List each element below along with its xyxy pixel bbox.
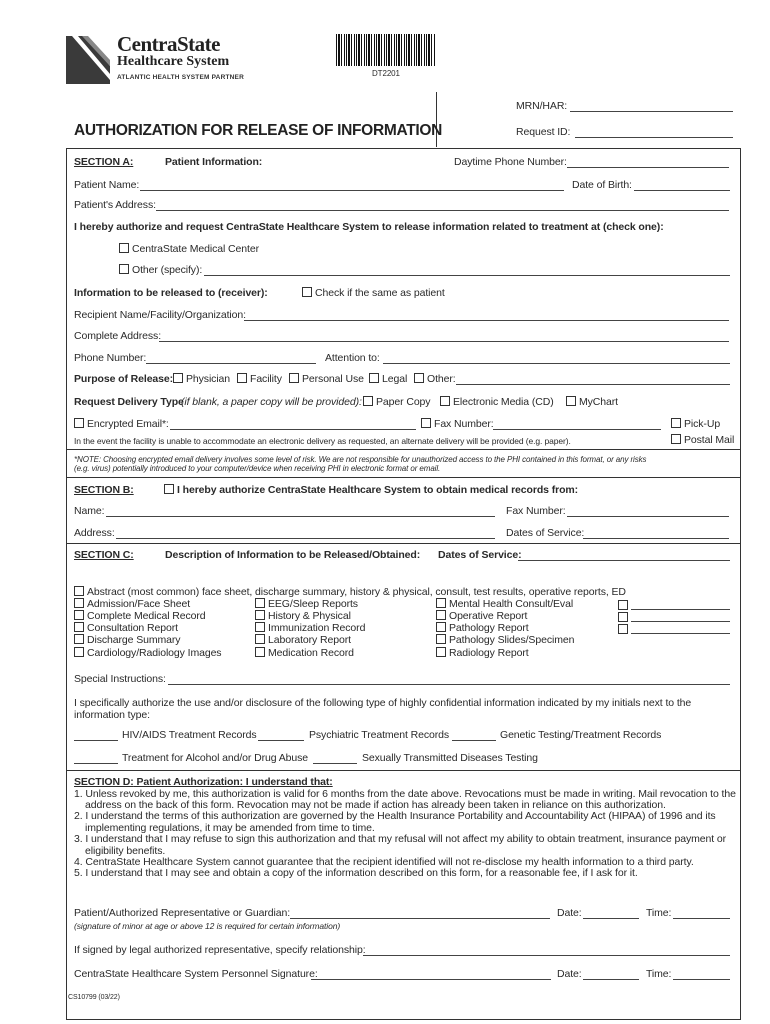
encrypted-email[interactable] xyxy=(74,418,169,430)
checkbox[interactable] xyxy=(363,396,373,406)
b-name-field[interactable] xyxy=(106,516,495,517)
c-col1-4[interactable] xyxy=(74,647,221,659)
section-b-heading: SECTION B: xyxy=(74,484,134,496)
complete-address-label: Complete Address: xyxy=(74,330,162,342)
fax-number-label: Fax Number: xyxy=(434,418,494,430)
checkbox[interactable] xyxy=(74,610,84,620)
request-id-label: Request ID: xyxy=(516,126,571,138)
checkbox[interactable] xyxy=(289,373,299,383)
special-instructions-label: Special Instructions: xyxy=(74,673,166,685)
c-custom-checkbox-1[interactable] xyxy=(618,600,628,610)
c-col1-label: Consultation Report xyxy=(87,622,178,634)
checkbox[interactable] xyxy=(119,243,129,253)
hiv-label: HIV/AIDS Treatment Records xyxy=(122,729,257,741)
purpose-physician-label: Physician xyxy=(186,373,231,385)
d-item-4: 4. CentraState Healthcare System cannot guarantee that the recipient identified will not re-disclose my health information to a third party. xyxy=(74,856,694,868)
checkbox[interactable] xyxy=(255,610,265,620)
c-col2-4[interactable] xyxy=(255,647,354,659)
d-item-2b: implementing regulations, it may be amended from time to time. xyxy=(85,822,375,834)
authorize-text: I hereby authorize and request CentraState Healthcare System to release information related to treatment at (check one): xyxy=(74,221,664,233)
opt-other[interactable] xyxy=(119,264,202,276)
pickup-label: Pick-Up xyxy=(684,418,721,430)
section-b-text[interactable] xyxy=(164,484,578,496)
opt-medical-center[interactable] xyxy=(119,243,259,255)
d-item-2a: 2. I understand the terms of this authorization are governed by the Health Insurance Portability and Accountability Act (HIPAA) of 1996 and its xyxy=(74,810,716,822)
c-col2-label: EEG/Sleep Reports xyxy=(268,598,358,610)
checkbox[interactable] xyxy=(436,634,446,644)
dob-label: Date of Birth: xyxy=(572,179,632,191)
b-fax-label: Fax Number: xyxy=(506,505,566,517)
checkbox[interactable] xyxy=(436,598,446,608)
fax-number[interactable] xyxy=(421,418,494,430)
purpose-label: Purpose of Release: xyxy=(74,373,174,385)
org-tagline: ATLANTIC HEALTH SYSTEM PARTNER xyxy=(117,74,244,81)
c-custom-checkbox-3[interactable] xyxy=(618,624,628,634)
purpose-other-label: Other: xyxy=(427,373,456,385)
special-instructions-field[interactable] xyxy=(168,684,730,685)
purpose-facility[interactable] xyxy=(237,373,282,385)
b-dates-field[interactable] xyxy=(583,538,729,539)
checkbox[interactable] xyxy=(74,418,84,428)
phone-number-field[interactable] xyxy=(146,363,316,364)
sign-date-field[interactable] xyxy=(583,918,639,919)
signer-label: Patient/Authorized Representative or Guardian: xyxy=(74,907,291,919)
checkbox[interactable] xyxy=(255,647,265,657)
section-a-sub: Patient Information: xyxy=(165,156,263,168)
c-col2-2[interactable] xyxy=(255,622,365,634)
delivery-mychart[interactable] xyxy=(566,396,618,408)
checkbox[interactable] xyxy=(436,610,446,620)
psych-initials[interactable] xyxy=(258,740,304,741)
patient-address-label: Patient's Address: xyxy=(74,199,156,211)
c-col2-3[interactable] xyxy=(255,634,351,646)
other-specify-field[interactable] xyxy=(204,275,730,276)
d-item-5: 5. I understand that I may see and obtain a copy of the information described on this form, for a reasonable fee, if I ask for it. xyxy=(74,867,638,879)
c-col2-0[interactable] xyxy=(255,598,358,610)
c-col3-2[interactable] xyxy=(436,622,529,634)
delivery-cd-label: Electronic Media (CD) xyxy=(453,396,554,408)
info-released-to: Information to be released to (receiver): xyxy=(74,287,268,299)
d-item-1a: 1. Unless revoked by me, this authorization is valid for 6 months from the date above. Revocations must be made in writing. Mail revocation to the xyxy=(74,788,736,800)
c-col3-label: Pathology Slides/Specimen xyxy=(449,634,575,646)
c-col1-label: Complete Medical Record xyxy=(87,610,206,622)
c-custom-checkbox-2[interactable] xyxy=(618,612,628,622)
c-col3-label: Mental Health Consult/Eval xyxy=(449,598,574,610)
alt-delivery-text: In the event the facility is unable to accommodate an electronic delivery as requested, an alternate delivery will be provided (e.g. paper). xyxy=(74,436,571,446)
section-d-sub: Patient Authorization: I understand that: xyxy=(136,776,333,788)
c-dates-field[interactable] xyxy=(518,560,730,561)
fax-number-field[interactable] xyxy=(493,429,661,430)
checkbox[interactable] xyxy=(164,484,174,494)
purpose-physician[interactable] xyxy=(173,373,230,385)
c-col2-label: Immunization Record xyxy=(268,622,366,634)
patient-address-field[interactable] xyxy=(156,210,729,211)
checkbox[interactable] xyxy=(255,598,265,608)
c-col1-label: Discharge Summary xyxy=(87,634,181,646)
checkbox[interactable] xyxy=(566,396,576,406)
checkbox[interactable] xyxy=(414,373,424,383)
confidential-text-2: information type: xyxy=(74,709,150,721)
delivery-cd[interactable] xyxy=(440,396,554,408)
form-code: CS10799 (03/22) xyxy=(68,994,120,1001)
section-d-heading xyxy=(74,776,333,788)
c-col1-1[interactable] xyxy=(74,610,206,622)
encrypted-email-field[interactable] xyxy=(170,429,416,430)
pickup[interactable] xyxy=(671,418,720,430)
alcohol-initials[interactable] xyxy=(74,763,118,764)
personnel-label: CentraState Healthcare System Personnel Signature: xyxy=(74,968,318,980)
mrn-label: MRN/HAR: xyxy=(516,100,568,112)
checkbox[interactable] xyxy=(74,634,84,644)
org-name: CentraState xyxy=(117,32,220,56)
c-col3-4[interactable] xyxy=(436,647,529,659)
phone-number-label: Phone Number: xyxy=(74,352,147,364)
c-col3-0[interactable] xyxy=(436,598,573,610)
attention-to-field[interactable] xyxy=(383,363,730,364)
mrn-field[interactable] xyxy=(570,111,733,112)
personnel-field[interactable] xyxy=(311,979,551,980)
sign-time-field[interactable] xyxy=(673,918,730,919)
c-col2-label: Medication Record xyxy=(268,647,354,659)
section-c-desc: Description of Information to be Released/Obtained: xyxy=(165,549,421,561)
c-col3-label: Operative Report xyxy=(449,610,528,622)
d-item-3b: eligibility benefits. xyxy=(85,845,166,857)
std-label: Sexually Transmitted Diseases Testing xyxy=(362,752,538,764)
checkbox[interactable] xyxy=(255,622,265,632)
personnel-time-field[interactable] xyxy=(673,979,730,980)
c-abstract-label: Abstract (most common) face sheet, discharge summary, history & physical, consult, test results, operative reports, ED xyxy=(87,586,626,598)
checkbox[interactable] xyxy=(421,418,431,428)
section-c-heading: SECTION C: xyxy=(74,549,134,561)
c-col1-label: Cardiology/Radiology Images xyxy=(87,647,222,659)
checkbox[interactable] xyxy=(119,264,129,274)
b-address-field[interactable] xyxy=(116,538,495,539)
b-fax-field[interactable] xyxy=(567,516,729,517)
barcode xyxy=(336,34,436,66)
form-title: AUTHORIZATION FOR RELEASE OF INFORMATION xyxy=(74,122,443,139)
purpose-personal[interactable] xyxy=(289,373,364,385)
b-dates-label: Dates of Service: xyxy=(506,527,585,539)
b-address-label: Address: xyxy=(74,527,115,539)
logo-mark xyxy=(66,36,110,84)
delivery-mychart-label: MyChart xyxy=(579,396,618,408)
personnel-date-label: Date: xyxy=(557,968,582,980)
check-same-label: Check if the same as patient xyxy=(315,287,445,299)
std-initials[interactable] xyxy=(313,763,357,764)
checkbox[interactable] xyxy=(436,647,446,657)
recipient-field[interactable] xyxy=(244,320,729,321)
sign-time-label: Time: xyxy=(646,907,672,919)
b-name-label: Name: xyxy=(74,505,105,517)
delivery-paper[interactable] xyxy=(363,396,430,408)
c-col1-2[interactable] xyxy=(74,622,178,634)
recipient-label: Recipient Name/Facility/Organization: xyxy=(74,309,246,321)
checkbox[interactable] xyxy=(74,622,84,632)
section-a-heading: SECTION A: xyxy=(74,156,134,168)
checkbox[interactable] xyxy=(74,598,84,608)
section-d-heading-text: SECTION D: xyxy=(74,776,134,788)
c-abstract[interactable] xyxy=(74,586,626,598)
daytime-phone-label: Daytime Phone Number: xyxy=(454,156,567,168)
c-custom-field-2[interactable] xyxy=(631,621,730,622)
signer-field[interactable] xyxy=(290,918,550,919)
psych-label: Psychiatric Treatment Records xyxy=(309,729,450,741)
org-subtitle: Healthcare System xyxy=(117,54,230,69)
section-b-text-label: I hereby authorize CentraState Healthcare System to obtain medical records from: xyxy=(177,484,579,496)
c-col3-3[interactable] xyxy=(436,634,574,646)
personnel-time-label: Time: xyxy=(646,968,672,980)
section-c-dates: Dates of Service: xyxy=(438,549,522,561)
request-id-field[interactable] xyxy=(575,137,733,138)
purpose-legal[interactable] xyxy=(369,373,407,385)
checkbox[interactable] xyxy=(440,396,450,406)
c-col3-1[interactable] xyxy=(436,610,527,622)
checkbox[interactable] xyxy=(302,287,312,297)
daytime-phone-field[interactable] xyxy=(567,167,729,168)
legal-rep-field[interactable] xyxy=(363,955,730,956)
postal-mail-label: Postal Mail xyxy=(684,434,735,446)
d-item-1b: address on the back of this form. Revocation may not be made if action has already been taken in reliance on this authorization. xyxy=(85,799,666,811)
opt-other-label: Other (specify): xyxy=(132,264,203,276)
c-col2-label: History & Physical xyxy=(268,610,351,622)
checkbox[interactable] xyxy=(369,373,379,383)
checkbox[interactable] xyxy=(237,373,247,383)
complete-address-field[interactable] xyxy=(159,341,729,342)
c-col2-label: Laboratory Report xyxy=(268,634,351,646)
note-line-1: *NOTE: Choosing encrypted email delivery involves some level of risk. We are not responsible for unauthorized access to the PHI contained in this format, or any risks xyxy=(74,455,647,464)
c-col1-0[interactable] xyxy=(74,598,190,610)
d-item-3a: 3. I understand that I may refuse to sign this authorization and that my refusal will not affect my ability to obtain treatment, insurance payment or xyxy=(74,833,727,845)
delivery-paper-label: Paper Copy xyxy=(376,396,431,408)
purpose-facility-label: Facility xyxy=(250,373,282,385)
c-col3-label: Pathology Report xyxy=(449,622,529,634)
delivery-label: Request Delivery Type xyxy=(74,396,184,408)
opt-medical-center-label: CentraState Medical Center xyxy=(132,243,259,255)
c-col1-3[interactable] xyxy=(74,634,180,646)
c-custom-field-3[interactable] xyxy=(631,633,730,634)
encrypted-email-label: Encrypted Email*: xyxy=(87,418,169,430)
delivery-note: (if blank, a paper copy will be provided): xyxy=(181,396,362,408)
patient-name-field[interactable] xyxy=(140,190,564,191)
sign-date-label: Date: xyxy=(557,907,582,919)
purpose-other[interactable] xyxy=(414,373,456,385)
checkbox[interactable] xyxy=(671,434,681,444)
confidential-text-1: I specifically authorize the use and/or disclosure of the following type of highly confidential information indicated by my initials next to the xyxy=(74,697,692,709)
c-col2-1[interactable] xyxy=(255,610,351,622)
note-line-2: (e.g. virus) potentially introduced to your computer/device when receiving PHI in electronic format or email. xyxy=(74,464,441,473)
attention-to-label: Attention to: xyxy=(325,352,380,364)
dob-field[interactable] xyxy=(634,190,730,191)
genetic-initials[interactable] xyxy=(452,740,496,741)
minor-note: (signature of minor at age or above 12 is required for certain information) xyxy=(74,921,341,931)
checkbox[interactable] xyxy=(173,373,183,383)
c-col3-label: Radiology Report xyxy=(449,647,529,659)
checkbox[interactable] xyxy=(436,622,446,632)
c-col1-label: Admission/Face Sheet xyxy=(87,598,191,610)
check-same[interactable] xyxy=(302,287,445,299)
postal-mail[interactable] xyxy=(671,434,734,446)
purpose-legal-label: Legal xyxy=(382,373,408,385)
personnel-date-field[interactable] xyxy=(583,979,639,980)
checkbox[interactable] xyxy=(671,418,681,428)
c-custom-field-1[interactable] xyxy=(631,609,730,610)
checkbox[interactable] xyxy=(74,647,84,657)
purpose-other-field[interactable] xyxy=(456,384,730,385)
patient-name-label: Patient Name: xyxy=(74,179,140,191)
purpose-personal-label: Personal Use xyxy=(302,373,364,385)
hiv-initials[interactable] xyxy=(74,740,118,741)
checkbox[interactable] xyxy=(255,634,265,644)
legal-rep-label: If signed by legal authorized representative, specify relationship: xyxy=(74,944,366,956)
genetic-label: Genetic Testing/Treatment Records xyxy=(500,729,662,741)
alcohol-label: Treatment for Alcohol and/or Drug Abuse xyxy=(122,752,308,764)
checkbox[interactable] xyxy=(74,586,84,596)
barcode-code: DT2201 xyxy=(372,69,400,78)
